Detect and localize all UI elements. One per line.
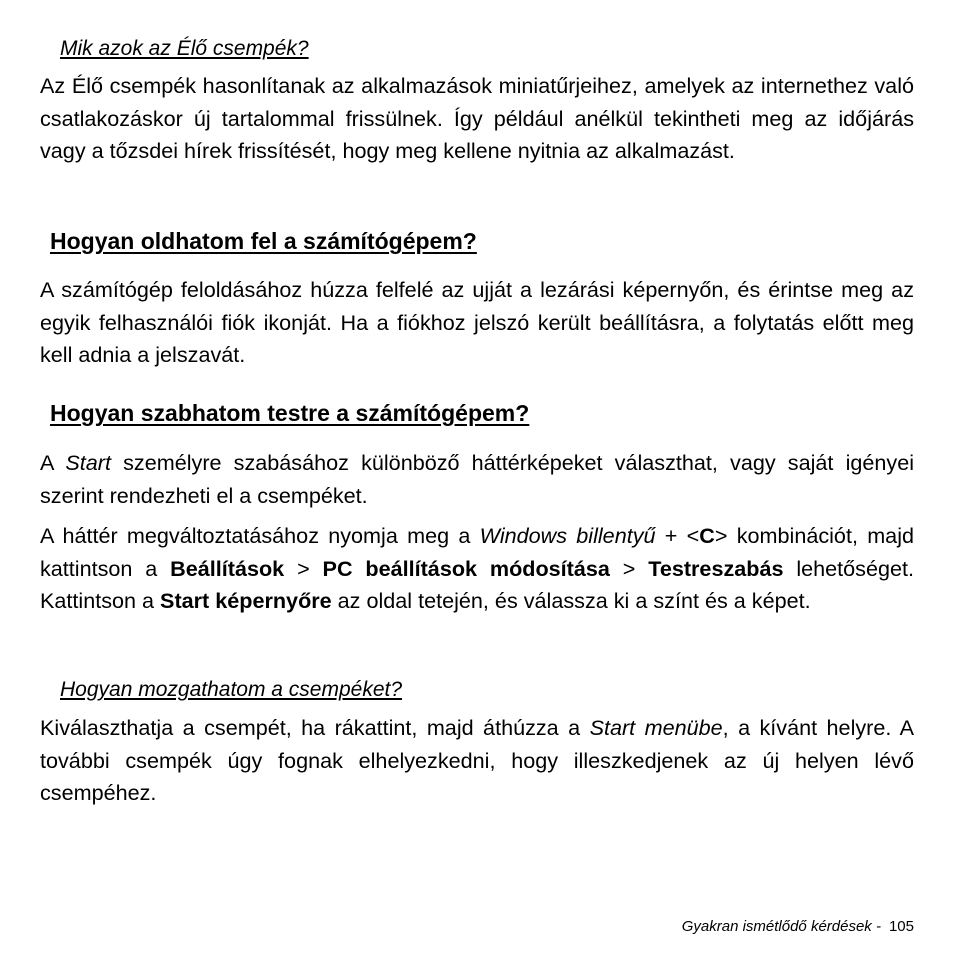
footer-title: Gyakran ismétlődő kérdések -: [681, 918, 881, 935]
heading-unlock-computer: Hogyan oldhatom fel a számítógépem?: [50, 228, 477, 254]
paragraph-move-tiles: Kiválaszthatja a csempét, ha rákattint, majd áthúzza a Start menübe, a kívánt helyre. A további csempék úgy fognak elhelyezkedni, hogy illeszkedjenek az új helyen lévő csempéhez.: [40, 715, 914, 805]
paragraph-change-background: A háttér megváltoztatásához nyomja meg a Windows billentyű + <C> kombinációt, majd kattintson a Beállítások > PC beállítások módosítása > Testreszabás lehetőséget. Kattintson a Start képernyőre az oldal tetején, és válassza ki a színt és a képet.: [40, 523, 915, 613]
paragraph-unlock-computer: A számítógép feloldásához húzza felfelé az ujját a lezárási képernyőn, és érintse meg az egyik felhasználói fiók ikonját. Ha a fiókhoz jelszó került beállításra, a folytatás előtt meg kell adnia a jelszavát.: [40, 277, 914, 367]
page-footer: [682, 918, 914, 935]
paragraph-live-tiles: Az Élő csempék hasonlítanak az alkalmazások miniatűrjeihez, amelyek az internethez való csatlakozáskor új tartalommal frissülnek. Így például anélkül tekintheti meg az időjárás vagy a tőzsdei hírek frissítését, hogy meg kellene nyitnia az alkalmazást.: [40, 73, 914, 163]
paragraph-customize-start: A Start személyre szabásához különböző háttérképeket választhat, vagy saját igényei szerint rendezheti el a csempéket.: [40, 450, 915, 508]
heading-live-tiles: Mik azok az Élő csempék?: [60, 37, 309, 60]
heading-move-tiles: Hogyan mozgathatom a csempéket?: [60, 678, 403, 701]
heading-customize-computer: Hogyan szabhatom testre a számítógépem?: [50, 400, 530, 426]
page-number: 105: [888, 918, 914, 935]
